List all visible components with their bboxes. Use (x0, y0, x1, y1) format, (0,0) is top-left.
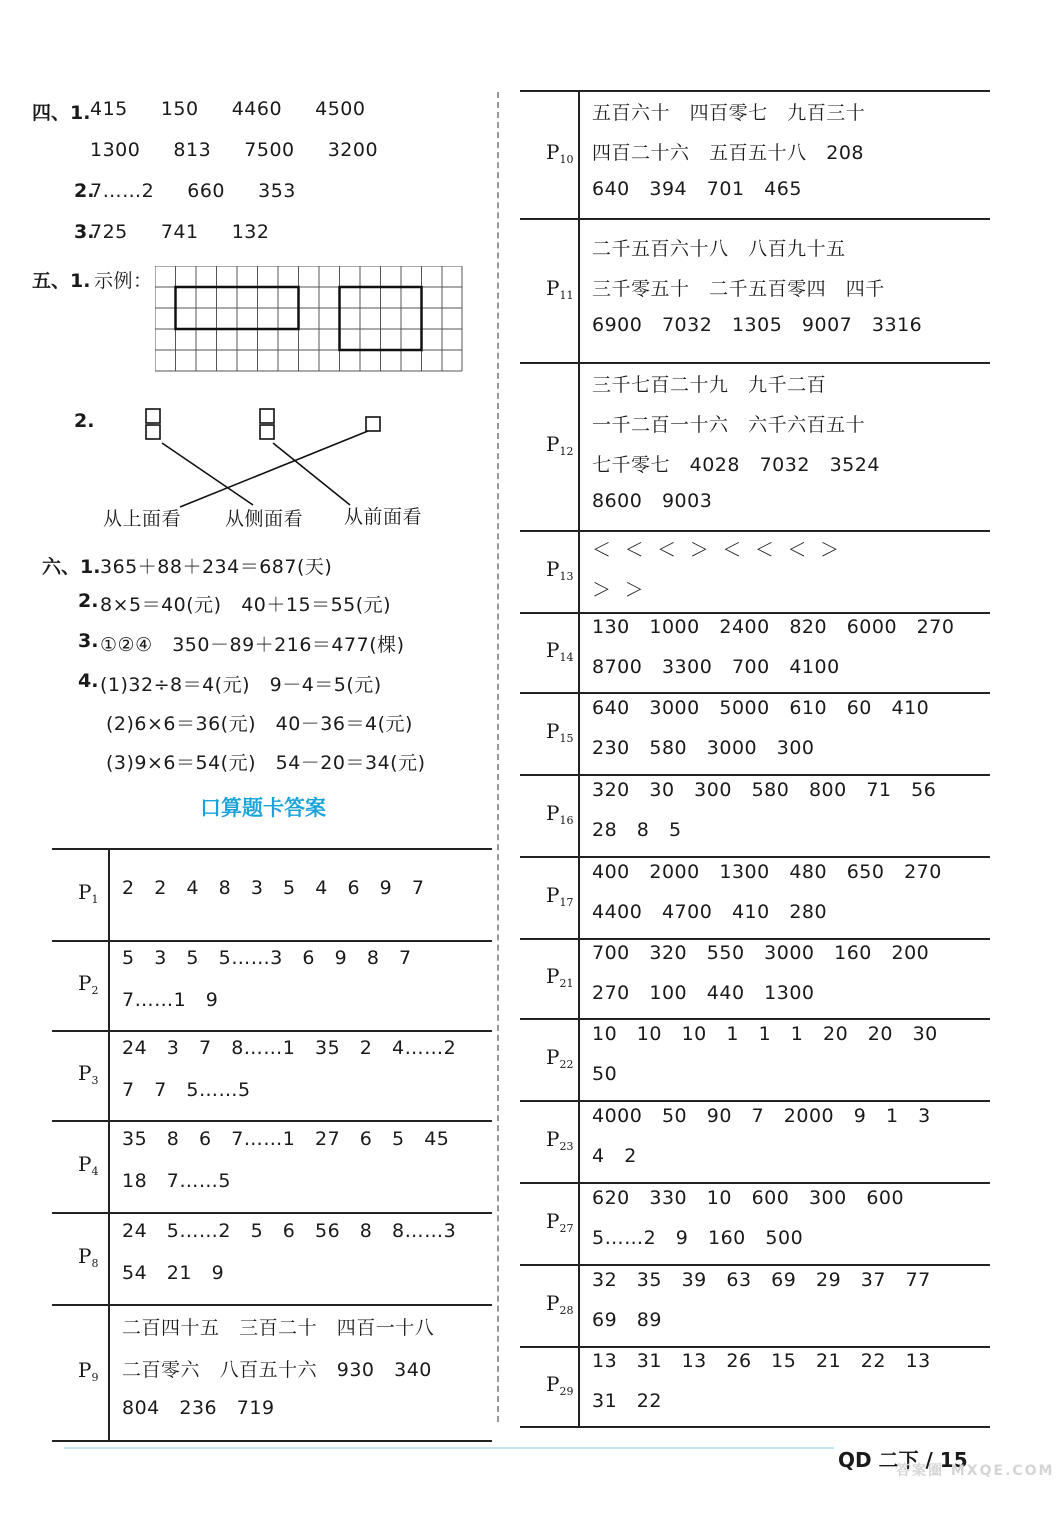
six-q4c: (3)9×6＝54(元) 54－20＝34(元) (106, 752, 426, 774)
answer-line: 700 320 550 3000 160 200 (592, 942, 930, 964)
answer-line: 804 236 719 (122, 1397, 275, 1419)
table-rule (520, 218, 990, 220)
page-label: $P_{17}$ (546, 883, 574, 909)
six-q3: ①②④ 350－89＋216＝477(棵) (100, 634, 405, 656)
table-divider (578, 530, 580, 612)
four-q3-label: 3. (74, 221, 95, 243)
table-rule (52, 1120, 492, 1122)
view-matching-figure (140, 405, 400, 515)
page-label: $P_{15}$ (546, 719, 574, 745)
answer-line: 三千七百二十九 九千二百 (592, 374, 827, 396)
table-rule (520, 1018, 990, 1020)
table-divider (578, 218, 580, 362)
page-label: $P_3$ (78, 1061, 99, 1087)
five-q2-label: 2. (74, 410, 95, 432)
page-label: $P_2$ (78, 971, 99, 997)
table-divider (578, 612, 580, 692)
four-q2: 7……2 660 353 (90, 180, 296, 202)
answer-line: 四百二十六 五百五十八 208 (592, 142, 865, 164)
answer-line: 二百零六 八百五十六 930 340 (122, 1359, 432, 1381)
table-rule (520, 1264, 990, 1266)
table-rule (52, 1440, 492, 1442)
answer-line: 28 8 5 (592, 819, 682, 841)
table-divider (108, 1030, 110, 1120)
answer-line: 4000 50 90 7 2000 9 1 3 (592, 1105, 931, 1127)
table-rule (520, 938, 990, 940)
answer-line: 32 35 39 63 69 29 37 77 (592, 1269, 931, 1291)
answer-line: 七千零七 4028 7032 3524 (592, 454, 880, 476)
answer-line: 31 22 (592, 1390, 662, 1412)
table-rule (520, 362, 990, 364)
four-line1b: 1300 813 7500 3200 (90, 139, 379, 161)
answer-line: 2 2 4 8 3 5 4 6 9 7 (122, 877, 425, 899)
answer-line: 640 394 701 465 (592, 178, 802, 200)
six-q4b: (2)6×6＝36(元) 40－36＝4(元) (106, 713, 413, 735)
answer-line: ＜ ＜ ＜ ＞ ＜ ＜ ＜ ＞ (592, 539, 840, 561)
page-label: $P_8$ (78, 1244, 99, 1270)
answer-line: 二百四十五 三百二十 四百一十八 (122, 1317, 435, 1339)
page-label: $P_{27}$ (546, 1209, 574, 1235)
table-divider (578, 1346, 580, 1426)
answer-line: 69 89 (592, 1309, 662, 1331)
watermark: 答案圈 MXQE.COM (896, 1463, 1055, 1479)
answer-line: 50 (592, 1063, 618, 1085)
page-label: $P_9$ (78, 1358, 99, 1384)
page-label: $P_{21}$ (546, 964, 574, 990)
page-label: $P_4$ (78, 1152, 99, 1178)
answer-line: ＞ ＞ (592, 579, 645, 601)
table-divider (108, 1212, 110, 1304)
four-q3: 725 741 132 (90, 221, 270, 243)
answer-line: 一千二百一十六 六千六百五十 (592, 414, 866, 436)
page-label: $P_{29}$ (546, 1372, 574, 1398)
column-divider (497, 92, 499, 1422)
answer-line: 4400 4700 410 280 (592, 901, 828, 923)
answer-line: 230 580 3000 300 (592, 737, 815, 759)
answer-line: 二千五百六十八 八百九十五 (592, 238, 846, 260)
table-rule (520, 90, 990, 92)
table-divider (108, 848, 110, 940)
table-rule (520, 1100, 990, 1102)
answer-card-title: 口算题卡答案 (200, 796, 326, 820)
five-example: 示例： (94, 270, 153, 292)
table-rule (520, 774, 990, 776)
section-four-label: 四、1. (32, 102, 91, 124)
answer-line: 5……2 9 160 500 (592, 1227, 804, 1249)
page-label: $P_{14}$ (546, 638, 574, 664)
six-q2: 8×5＝40(元) 40＋15＝55(元) (100, 594, 392, 616)
answer-line: 7……1 9 (122, 989, 219, 1011)
six-q4a: (1)32÷8＝4(元) 9－4＝5(元) (100, 674, 382, 696)
answer-line: 18 7……5 (122, 1170, 231, 1192)
table-divider (578, 692, 580, 774)
answer-line: 5 3 5 5……3 6 9 8 7 (122, 947, 412, 969)
page-label: $P_{13}$ (546, 557, 574, 583)
answer-line: 7 7 5……5 (122, 1079, 251, 1101)
view-side-label: 从侧面看 (225, 508, 304, 530)
table-rule (520, 1426, 990, 1428)
page-label: $P_{28}$ (546, 1291, 574, 1317)
six-q3-label: 3. (78, 630, 99, 652)
six-q1: 365＋88＋234＝687(天) (100, 556, 333, 578)
footer-rule (64, 1447, 834, 1449)
answer-line: 6900 7032 1305 9007 3316 (592, 314, 923, 336)
page-label: $P_{16}$ (546, 801, 574, 827)
table-divider (108, 940, 110, 1030)
table-divider (578, 362, 580, 530)
four-line1: 415 150 4460 4500 (90, 98, 366, 120)
table-rule (52, 940, 492, 942)
answer-line: 620 330 10 600 300 600 (592, 1187, 905, 1209)
answer-line: 130 1000 2400 820 6000 270 (592, 616, 955, 638)
table-rule (52, 848, 492, 850)
answer-line: 三千零五十 二千五百零四 四千 (592, 278, 885, 300)
answer-line: 13 31 13 26 15 21 22 13 (592, 1350, 931, 1372)
table-divider (578, 774, 580, 856)
dot-grid-figure (155, 266, 465, 376)
table-divider (578, 1264, 580, 1346)
answer-line: 8700 3300 700 4100 (592, 656, 840, 678)
answer-line: 4 2 (592, 1145, 637, 1167)
answer-line: 24 3 7 8……1 35 2 4……2 (122, 1037, 457, 1059)
answer-line: 400 2000 1300 480 650 270 (592, 861, 942, 883)
answer-line: 五百六十 四百零七 九百三十 (592, 102, 866, 124)
table-rule (520, 1346, 990, 1348)
table-rule (520, 692, 990, 694)
page-label: $P_{22}$ (546, 1045, 574, 1071)
answer-line: 640 3000 5000 610 60 410 (592, 697, 930, 719)
table-divider (578, 1182, 580, 1264)
table-divider (578, 938, 580, 1018)
page-label: $P_{11}$ (546, 276, 574, 302)
table-rule (520, 612, 990, 614)
answer-line: 24 5……2 5 6 56 8 8……3 (122, 1220, 457, 1242)
answer-line: 10 10 10 1 1 1 20 20 30 (592, 1023, 938, 1045)
answer-line: 320 30 300 580 800 71 56 (592, 779, 937, 801)
answer-line: 270 100 440 1300 (592, 982, 815, 1004)
page-label: $P_{10}$ (546, 140, 574, 166)
page-footer: QD 二下 / 15 (838, 1448, 968, 1472)
table-rule (52, 1304, 492, 1306)
table-divider (578, 90, 580, 218)
four-q2-label: 2. (74, 180, 95, 202)
table-rule (520, 856, 990, 858)
six-q2-label: 2. (78, 590, 99, 612)
answer-line: 35 8 6 7……1 27 6 5 45 (122, 1128, 450, 1150)
table-divider (578, 856, 580, 938)
page-label: $P_{12}$ (546, 432, 574, 458)
table-divider (108, 1120, 110, 1212)
six-q4-label: 4. (78, 670, 99, 692)
table-rule (520, 530, 990, 532)
table-divider (578, 1100, 580, 1182)
page-label: $P_1$ (78, 880, 99, 906)
table-divider (578, 1018, 580, 1100)
view-front-label: 从前面看 (344, 506, 423, 528)
table-rule (52, 1212, 492, 1214)
answer-line: 8600 9003 (592, 490, 713, 512)
view-top-label: 从上面看 (103, 508, 182, 530)
table-divider (108, 1304, 110, 1440)
table-rule (52, 1030, 492, 1032)
table-rule (520, 1182, 990, 1184)
answer-line: 54 21 9 (122, 1262, 225, 1284)
section-six-label: 六、1. (42, 556, 101, 578)
page-label: $P_{23}$ (546, 1127, 574, 1153)
section-five-label: 五、1. (32, 270, 91, 292)
